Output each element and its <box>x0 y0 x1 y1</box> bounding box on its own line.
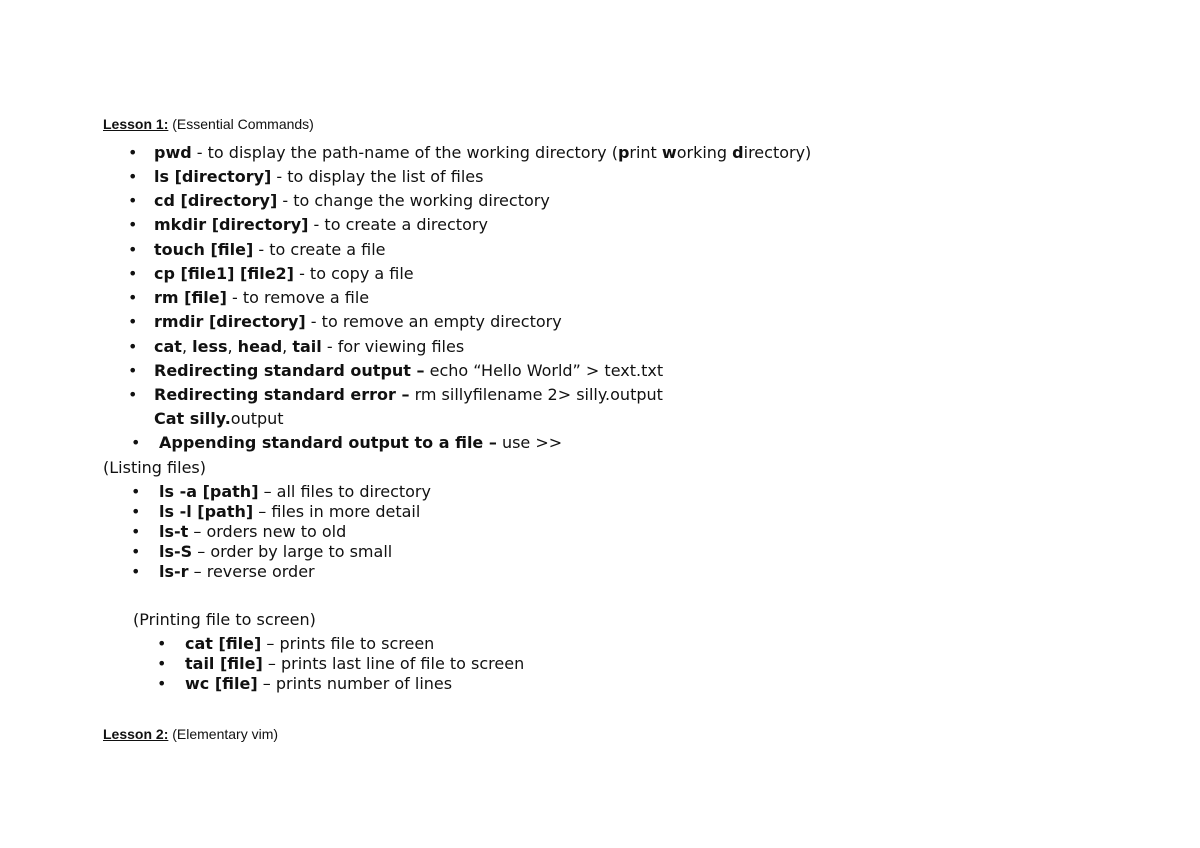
list-item: • touch [file] - to create a file <box>128 240 386 259</box>
command-text: touch [file] <box>154 240 254 259</box>
bullet-icon: • <box>131 502 141 521</box>
command-text: ls-t <box>159 522 189 541</box>
list-item: • ls-S – order by large to small <box>131 542 393 561</box>
bullet-icon: • <box>131 542 141 561</box>
bullet-icon: • <box>128 167 138 186</box>
bullet-icon: • <box>128 191 138 210</box>
bullet-icon: • <box>131 522 141 541</box>
list-item: • cat, less, head, tail - for viewing files <box>128 337 465 356</box>
command-text: tail [file] <box>185 654 263 673</box>
list-item: • tail [file] – prints last line of file to screen <box>157 654 525 673</box>
command-text: Appending standard output to a file <box>159 433 484 452</box>
bullet-icon: • <box>131 562 141 581</box>
list-item: • mkdir [directory] - to create a directory <box>128 215 488 234</box>
bullet-icon: • <box>128 240 138 259</box>
bullet-icon: • <box>128 143 138 162</box>
list-item: • ls -l [path] – files in more detail <box>131 502 421 521</box>
list-item: • rmdir [directory] - to remove an empty directory <box>128 312 562 331</box>
lesson-2-heading <box>103 725 278 743</box>
list-item: • pwd - to display the path-name of the working directory (print working directory) <box>128 143 812 162</box>
bullet-icon: • <box>128 312 138 331</box>
lesson-2-label: Lesson 2: <box>103 726 169 742</box>
list-item-continuation: Cat silly.output <box>154 409 284 428</box>
list-item: • ls -a [path] – all files to directory <box>131 482 431 501</box>
list-item: • ls-r – reverse order <box>131 562 315 581</box>
lesson-1-title: (Essential Commands) <box>168 116 314 132</box>
list-item: • cp [file1] [file2] - to copy a file <box>128 264 414 283</box>
command-text: ls [directory] <box>154 167 272 186</box>
bullet-icon: • <box>128 215 138 234</box>
command-text: Redirecting standard error <box>154 385 396 404</box>
bullet-icon: • <box>128 288 138 307</box>
lesson-1-heading <box>103 115 314 133</box>
bullet-icon: • <box>128 385 138 404</box>
listing-files-heading: (Listing files) <box>103 458 206 477</box>
command-text: Redirecting standard output <box>154 361 411 380</box>
bullet-icon: • <box>157 674 167 693</box>
command-text: cat [file] <box>185 634 262 653</box>
list-item: • Appending standard output to a file – use >> <box>131 433 563 452</box>
command-text: wc [file] <box>185 674 258 693</box>
bullet-icon: • <box>157 634 167 653</box>
list-item: • Redirecting standard output – echo “Hello World” > text.txt <box>128 361 664 380</box>
bullet-icon: • <box>131 433 141 452</box>
command-text: cp [file1] [file2] <box>154 264 294 283</box>
list-item: • wc [file] – prints number of lines <box>157 674 453 693</box>
list-item: • Redirecting standard error – rm sillyfilename 2> silly.output <box>128 385 663 404</box>
bullet-icon: • <box>128 361 138 380</box>
command-text: ls -l [path] <box>159 502 254 521</box>
lesson-1-label: Lesson 1: <box>103 116 169 132</box>
command-text: cd [directory] <box>154 191 278 210</box>
list-item: • cd [directory] - to change the working directory <box>128 191 550 210</box>
printing-file-heading: (Printing file to screen) <box>133 610 316 629</box>
command-text: rmdir [directory] <box>154 312 306 331</box>
command-text: pwd <box>154 143 192 162</box>
list-item: • ls [directory] - to display the list of files <box>128 167 484 186</box>
list-item: • cat [file] – prints file to screen <box>157 634 435 653</box>
command-text: ls-S <box>159 542 193 561</box>
lesson-2-title: (Elementary vim) <box>168 726 279 742</box>
command-text: ls -a [path] <box>159 482 259 501</box>
bullet-icon: • <box>128 264 138 283</box>
list-item: • rm [file] - to remove a file <box>128 288 370 307</box>
command-text: rm [file] <box>154 288 227 307</box>
bullet-icon: • <box>157 654 167 673</box>
bullet-icon: • <box>131 482 141 501</box>
bullet-icon: • <box>128 337 138 356</box>
command-text: mkdir [directory] <box>154 215 309 234</box>
list-item: • ls-t – orders new to old <box>131 522 347 541</box>
command-text: ls-r <box>159 562 189 581</box>
